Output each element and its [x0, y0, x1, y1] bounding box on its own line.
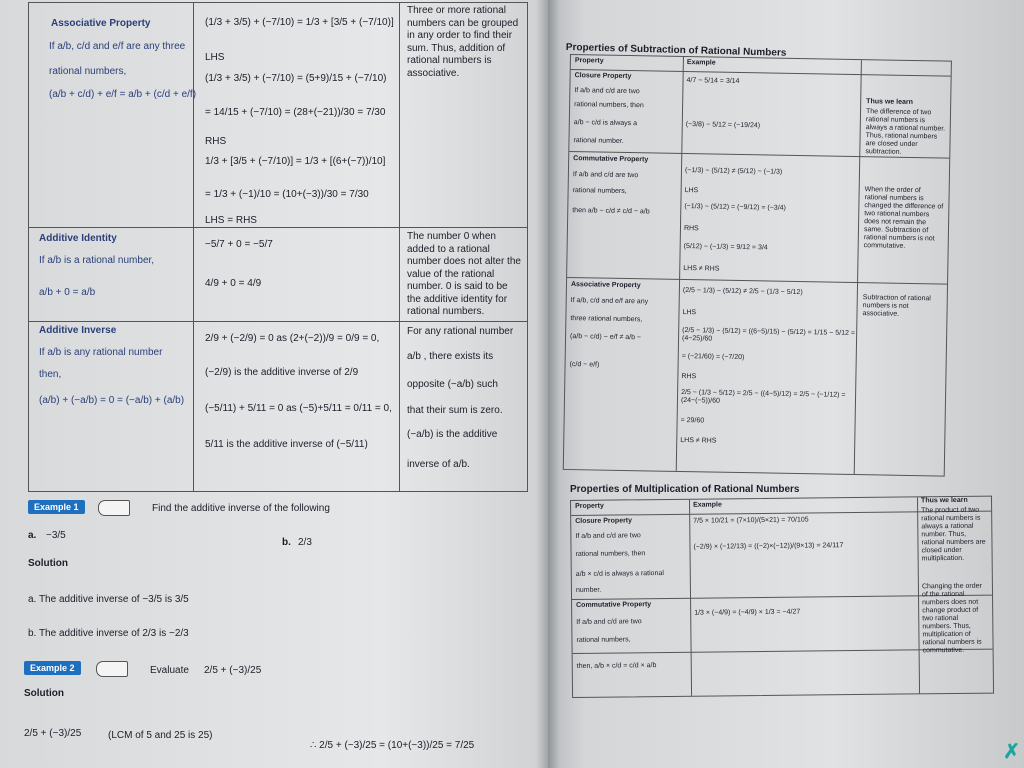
example-1-badge: Example 1 — [28, 500, 85, 514]
assoc-lhs-label: LHS — [205, 52, 225, 63]
sub-assoc-formula-2: (c/d − e/f) — [569, 361, 600, 369]
inverse-formula: (a/b) + (−a/b) = 0 = (−a/b) + (a/b) — [39, 395, 185, 406]
sub-assoc-example-3: = (−21/60) = (−7/20) — [681, 352, 745, 362]
example-1-a-value: −3/5 — [46, 530, 66, 541]
sub-closure-learn: The difference of two rational numbers is always a rational number. Thus, rational numbers are closed under subtraction. — [865, 108, 946, 157]
sub-assoc-neq: LHS ≠ RHS — [680, 436, 717, 445]
assoc-condition: If a/b, c/d and e/f are any three — [49, 41, 186, 52]
assoc-formula: (a/b + c/d) + e/f = a/b + (c/d + e/f) — [49, 89, 197, 100]
sub-col-property: Property — [574, 57, 604, 65]
sub-assoc-example-1: (2/5 − 1/3) − (5/12) ≠ 2/5 − (1/3 − 5/12) — [682, 287, 803, 297]
inverse-example-3: (−5/11) + 5/11 = 0 as (−5)+5/11 = 0/11 = 0, — [205, 403, 392, 414]
pointing-hand-icon — [98, 500, 130, 516]
sub-closure-title: Closure Property — [574, 72, 632, 81]
mul-col-property: Property — [575, 502, 604, 510]
mul-comm-then: then, a/b × c/d = c/d × a/b — [576, 662, 657, 670]
assoc-example: (1/3 + 3/5) + (−7/10) = 1/3 + [3/5 + (−7/10)] — [205, 17, 394, 28]
sub-assoc-learn: Subtraction of rational numbers is not associative. — [862, 294, 931, 318]
mul-closure-cond: If a/b and c/d are two — [575, 532, 641, 540]
book-gutter — [536, 0, 560, 768]
example-1-solution-b: b. The additive inverse of 2/3 is −2/3 — [28, 628, 189, 639]
assoc-rhs-line-1: 1/3 + [3/5 + (−7/10)] = 1/3 + [(6+(−7))/10] — [205, 156, 386, 167]
identity-example-1: −5/7 + 0 = −5/7 — [205, 239, 273, 250]
inverse-example-4: 5/11 is the additive inverse of (−5/11) — [205, 439, 368, 450]
assoc-lhs-line-1: (1/3 + 3/5) + (−7/10) = (5+9)/15 + (−7/10) — [205, 73, 387, 84]
assoc-title: Associative Property — [51, 18, 151, 29]
assoc-rhs-label: RHS — [205, 136, 227, 147]
sub-assoc-formula: (a/b − c/d) − e/f ≠ a/b − — [570, 333, 642, 342]
example-2-lcm-note: (LCM of 5 and 25 is 25) — [108, 730, 213, 741]
row-divider-1 — [29, 227, 527, 228]
multiplication-table — [570, 496, 994, 698]
sub-comm-rhs: RHS — [683, 225, 699, 233]
sub-assoc-lhs: LHS — [682, 309, 697, 317]
assoc-note: Three or more rational numbers can be grouped in any order to find their sum. Thus, addition of rational numbers is associative. — [407, 5, 519, 79]
multiplication-heading: Properties of Multiplication of Rational Numbers — [570, 484, 800, 495]
mul-closure-title: Closure Property — [575, 517, 633, 525]
sub-closure-cond: If a/b and c/d are two — [574, 87, 640, 96]
sub-col-divider-2 — [854, 60, 862, 474]
sub-assoc-title: Associative Property — [570, 281, 641, 290]
inverse-note-2: a/b , there exists its — [407, 351, 494, 362]
mul-closure-learn: The product of two rational numbers is always a rational number. Thus, rational numbers are closed under multiplication. — [921, 506, 986, 563]
pointing-hand-icon — [96, 661, 128, 677]
sub-closure-example-1: 4/7 − 5/14 = 3/14 — [686, 77, 740, 85]
mul-closure-cond-2: rational numbers, then — [575, 550, 646, 558]
mul-closure-formula-2: number. — [575, 586, 602, 594]
example-1-a-label: a. — [28, 530, 37, 541]
sub-assoc-example-4: 2/5 − (1/3 − 5/12) = 2/5 − ((4−5)/12) = 2/5 − (−1/12) = (24−(−5))/60 — [680, 388, 846, 405]
mul-comm-title: Commutative Property — [576, 601, 652, 609]
example-2-solution-heading: Solution — [24, 688, 64, 699]
mul-closure-example-1: 7/5 × 10/21 = (7×10)/(5×21) = 70/105 — [693, 516, 809, 525]
example-1-solution-a: a. The additive inverse of −3/5 is 3/5 — [28, 594, 189, 605]
sub-assoc-cond: If a/b, c/d and e/f are any — [570, 297, 649, 306]
inverse-then: then, — [39, 369, 62, 380]
sub-assoc-example-5: = 29/60 — [680, 416, 705, 425]
sub-comm-cond: If a/b and c/d are two — [572, 171, 639, 180]
mul-col-example: Example — [693, 501, 722, 509]
example-1-b-value: 2/3 — [298, 537, 312, 548]
mul-comm-example-1: 1/3 × (−4/9) = (−4/9) × 1/3 = −4/27 — [694, 608, 801, 617]
sub-comm-learn: When the order of rational numbers is changed the difference of two rational numbers does not remain the same. Subtraction of rational numbers is not commutative. — [863, 186, 944, 251]
example-2-expression: 2/5 + (−3)/25 — [204, 665, 262, 676]
row-divider-2 — [29, 321, 527, 322]
sub-comm-title: Commutative Property — [573, 155, 649, 164]
assoc-rhs-line-2: = 1/3 + (−1)/10 = (10+(−3))/30 = 7/30 — [205, 189, 369, 200]
sub-assoc-example-2: (2/5 − 1/3) − (5/12) = ((6−5)/15) − (5/12) = 1/15 − 5/12 = (4−25)/60 — [681, 327, 856, 343]
sub-col-divider-1 — [676, 57, 684, 471]
inverse-note-6: inverse of a/b. — [407, 459, 470, 470]
mul-comm-cond-2: rational numbers, — [576, 636, 631, 644]
sub-comm-cond-2: rational numbers, — [572, 187, 627, 196]
col-divider-2 — [399, 3, 400, 491]
inverse-example-2: (−2/9) is the additive inverse of 2/9 — [205, 367, 359, 378]
example-2-result: ∴ 2/5 + (−3)/25 = (10+(−3))/25 = 7/25 — [310, 740, 475, 751]
identity-condition: If a/b is a rational number, — [39, 255, 155, 266]
sub-closure-example-2: (−3/8) − 5/12 = (−19/24) — [685, 121, 761, 130]
addition-properties-table — [28, 2, 528, 492]
sub-closure-formula-2: rational number. — [573, 137, 624, 145]
sub-comm-lhs: LHS — [684, 187, 699, 195]
sub-comm-example-2: (−1/3) − (5/12) = (−9/12) = (−3/4) — [684, 203, 786, 212]
example-1-prompt: Find the additive inverse of the following — [152, 503, 330, 514]
sub-assoc-rhs: RHS — [681, 372, 697, 381]
example-1-b-label: b. — [282, 537, 291, 548]
sub-col-learn: Thus we learn — [866, 98, 913, 106]
sub-comm-example-1: (−1/3) − (5/12) ≠ (5/12) − (−1/3) — [684, 167, 783, 176]
page-corner-mark-icon: ✗ — [1003, 741, 1020, 763]
subtraction-heading: Properties of Subtraction of Rational Numbers — [565, 42, 787, 59]
example-2-prompt: Evaluate — [150, 665, 189, 676]
inverse-example-1: 2/9 + (−2/9) = 0 as (2+(−2))/9 = 0/9 = 0, — [205, 333, 380, 344]
col-divider-1 — [193, 3, 194, 491]
inverse-note-1: For any rational number — [407, 326, 514, 337]
sub-assoc-cond-2: three rational numbers, — [570, 315, 643, 324]
sub-closure-formula: a/b − c/d is always a — [573, 119, 638, 128]
sub-comm-example-3: (5/12) − (−1/3) = 9/12 = 3/4 — [683, 243, 768, 252]
assoc-condition-2: rational numbers, — [49, 66, 127, 77]
inverse-note-4: that their sum is zero. — [407, 405, 503, 416]
example-1-solution-heading: Solution — [28, 558, 68, 569]
assoc-lhs-line-2: = 14/15 + (−7/10) = (28+(−21))/30 = 7/30 — [205, 107, 386, 118]
sub-comm-then: then a/b − c/d ≠ c/d − a/b — [572, 207, 650, 216]
mul-comm-cond: If a/b and c/d are two — [576, 618, 642, 626]
mul-closure-formula: a/b × c/d is always a rational — [575, 570, 664, 578]
example-2-line-1: 2/5 + (−3)/25 — [24, 728, 82, 739]
mul-col-learn: Thus we learn — [920, 496, 968, 505]
mul-closure-example-2: (−2/9) × (−12/13) = ((−2)×(−12))/(9×13) = 24/117 — [693, 542, 844, 551]
identity-title: Additive Identity — [39, 233, 117, 244]
inverse-note-3: opposite (−a/b) such — [407, 379, 498, 390]
sub-closure-cond-2: rational numbers, then — [574, 101, 644, 110]
mul-comm-learn: Changing the order of the rational numbers does not change product of two rational numbers. Thus, multiplication of rational numbers is commutative. — [921, 582, 982, 655]
identity-formula: a/b + 0 = a/b — [39, 287, 96, 298]
assoc-equality: LHS = RHS — [205, 215, 257, 226]
inverse-condition: If a/b is any rational number — [39, 347, 163, 358]
inverse-title: Additive Inverse — [39, 325, 117, 336]
sub-comm-neq: LHS ≠ RHS — [683, 265, 720, 273]
inverse-note-5: (−a/b) is the additive — [407, 429, 498, 440]
identity-note: The number 0 when added to a rational number does not alter the value of the rational number. 0 is said to be the additive identity for rational numbers. — [407, 231, 521, 317]
sub-col-example: Example — [686, 59, 716, 67]
example-2-badge: Example 2 — [24, 661, 81, 675]
right-page — [548, 0, 1024, 768]
identity-example-2: 4/9 + 0 = 4/9 — [205, 278, 262, 289]
subtraction-table — [563, 54, 952, 477]
